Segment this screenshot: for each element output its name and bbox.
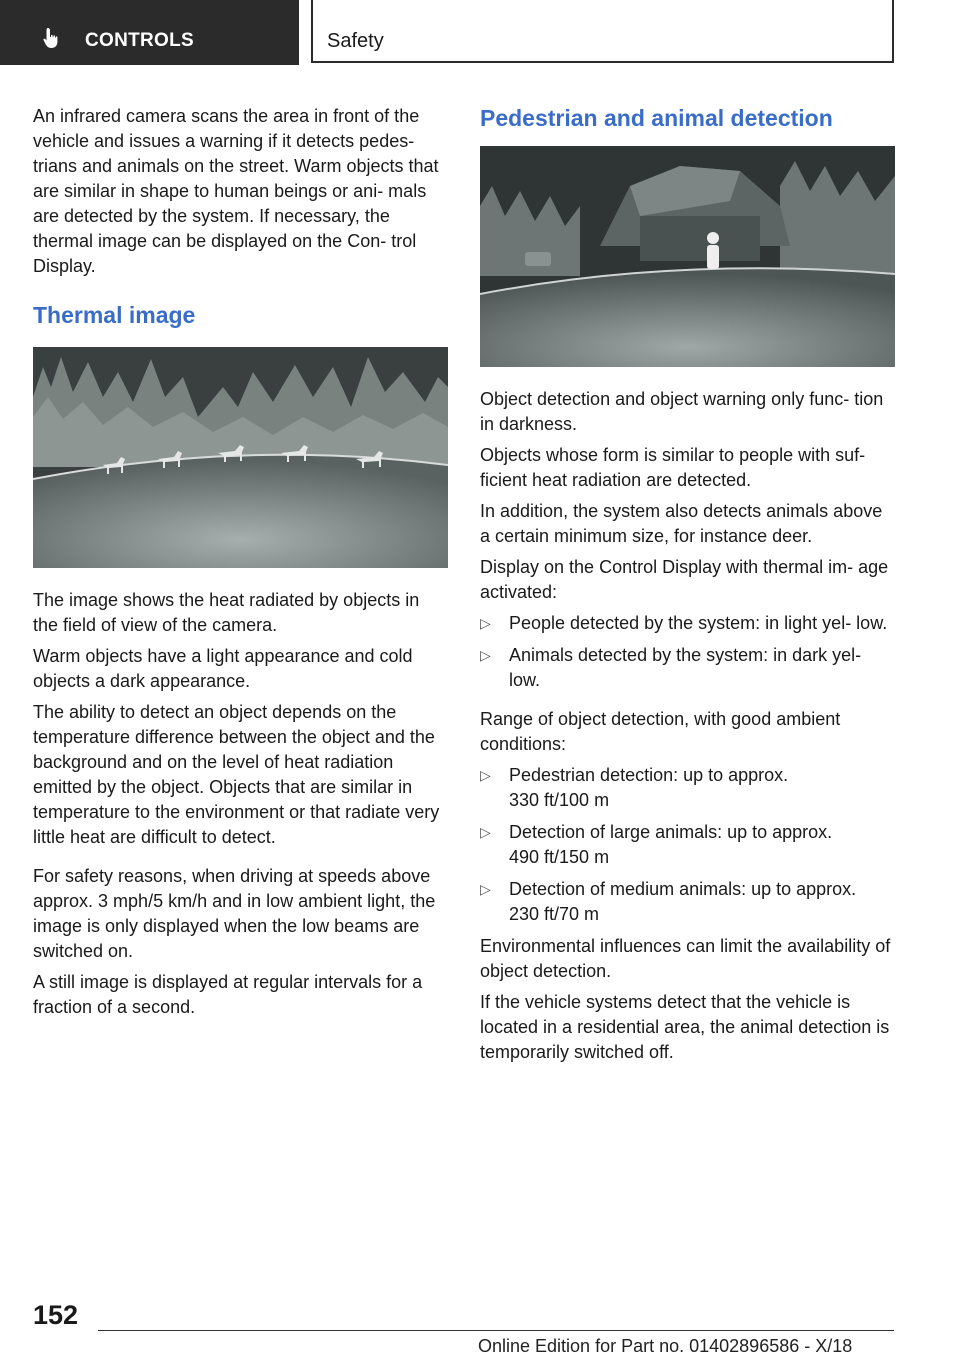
chapter-header — [311, 0, 894, 63]
list-item: ▷ Detection of large animals: up to approx. 490 ft/150 m — [480, 822, 833, 867]
intro-paragraph: An infrared camera scans the area in front of the vehicle and issues a warning if it detects pedes‐ trians and animals on the street. Warm objects that are similar in shape to human beings or ani‐ mals are detected by the system. If necessary, the thermal image can be displayed on the Con‐ trol Display. — [33, 106, 439, 276]
paragraph-still-image: A still image is displayed at regular intervals for a fraction of a second. — [33, 972, 423, 1017]
paragraph-animals: In addition, the system also detects animals above a certain minimum size, for instance deer. — [480, 501, 883, 546]
triangle-bullet-icon: ▷ — [480, 767, 491, 783]
paragraph-ability: The ability to detect an object depends on the temperature difference between the object and the background and on the level of heat radiation emitted by the object. Objects that are similar in temperature to the environment or that radiate very little heat are difficult to detect. — [33, 702, 440, 847]
thermal-image-heading: Thermal image — [33, 302, 196, 328]
paragraph-residential: If the vehicle systems detect that the vehicle is located in a residential area, the animal detection is temporarily switched off. — [480, 992, 890, 1062]
pedestrian-detection-figure — [480, 146, 895, 367]
thermal-image-figure — [33, 347, 448, 568]
section-label: CONTROLS — [85, 30, 195, 51]
paragraph-darkness: Object detection and object warning only func‐ tion in darkness. — [480, 389, 884, 434]
left-column — [33, 104, 449, 1026]
paragraph-display: Display on the Control Display with thermal im‐ age activated: — [480, 557, 889, 602]
paragraph-safety: For safety reasons, when driving at speeds above approx. 3 mph/5 km/h and in low ambient light, the image is only displayed when the low beams are switched on. — [33, 866, 436, 961]
paragraph-heat: The image shows the heat radiated by objects in the field of view of the camera. — [33, 590, 420, 635]
paragraph-form: Objects whose form is similar to people with suf‐ ficient heat radiation are detected. — [480, 445, 866, 490]
footer-divider — [98, 1330, 894, 1331]
list-item: ▷ Pedestrian detection: up to approx. 330 ft/100 m — [480, 765, 789, 810]
pedestrian-animal-heading: Pedestrian and animal detection — [480, 105, 833, 131]
paragraph-range: Range of object detection, with good ambient conditions: — [480, 709, 841, 754]
list-item: ▷ Animals detected by the system: in dark yel‐ low. — [480, 645, 862, 690]
pointing-hand-icon — [40, 26, 64, 50]
triangle-bullet-icon: ▷ — [480, 824, 491, 840]
triangle-bullet-icon: ▷ — [480, 881, 491, 897]
list-item: ▷ Detection of medium animals: up to approx. 230 ft/70 m — [480, 879, 857, 924]
footer-edition: Online Edition for Part no. 01402896586 - X/18 — [478, 1336, 853, 1356]
list-item: ▷ People detected by the system: in light yel‐ low. — [480, 611, 896, 636]
page-number: 152 — [33, 1300, 79, 1330]
range-list — [480, 763, 896, 927]
paragraph-environment: Environmental influences can limit the availability of object detection. — [480, 936, 891, 981]
section-tab — [0, 0, 299, 65]
triangle-bullet-icon: ▷ — [480, 615, 491, 631]
triangle-bullet-icon: ▷ — [480, 647, 491, 663]
chapter-title: Safety — [327, 30, 384, 52]
paragraph-appearance: Warm objects have a light appearance and cold objects a dark appearance. — [33, 646, 413, 691]
right-column — [480, 104, 896, 1071]
color-list — [480, 611, 896, 693]
